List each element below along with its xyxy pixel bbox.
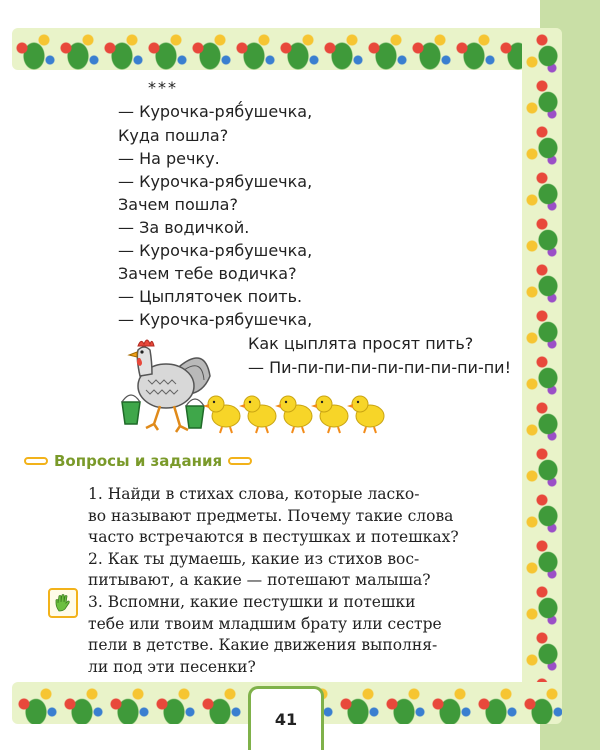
poem-line: Куда пошла? xyxy=(118,126,229,145)
question-line: часто встречаются в пестушках и потешках? xyxy=(88,528,459,547)
hand-activity-badge xyxy=(48,588,78,618)
heading-ornament-left xyxy=(24,457,48,465)
question-line: 3. Вспомни, какие пестушки и потешки xyxy=(88,592,416,611)
poem-line: Зачем пошла? xyxy=(118,195,238,214)
chick-line: — Пи-пи-пи-пи-пи-пи-пи-пи-пи! xyxy=(248,358,511,377)
poem-line: — Курочка-рябушечка, xyxy=(118,310,313,329)
question-line: тебе или твоим младшим брату или сестре xyxy=(88,614,442,633)
poem-line: — Цыпляточек поить. xyxy=(118,287,303,306)
question-line: питывают, а какие — потешают малыша? xyxy=(88,571,431,590)
poem-line: — На речку. xyxy=(118,149,220,168)
question-line: во называют предметы. Почему такие слова xyxy=(88,506,454,525)
poem-line: — Курочка-ряб́ушечка, xyxy=(118,102,313,121)
chick xyxy=(347,396,384,433)
ornament-border-right xyxy=(522,28,562,718)
section-title: Вопросы и задания xyxy=(54,452,223,470)
ornament-border-top xyxy=(12,28,562,70)
questions-block xyxy=(88,484,516,678)
question-line: пели в детстве. Какие движения выполня- xyxy=(88,636,438,655)
poem-line: Зачем тебе водичка? xyxy=(118,264,297,283)
poem-line: — За водичкой. xyxy=(118,218,250,237)
chick xyxy=(239,396,276,433)
question-line: 1. Найди в стихах слова, которые ласко- xyxy=(88,485,420,503)
section-heading xyxy=(24,452,252,470)
question-line: ли под эти песенки? xyxy=(88,657,256,676)
poem-stars: *** xyxy=(148,78,178,97)
poem-line: — Курочка-рябушечка, xyxy=(118,172,313,191)
heading-ornament-right xyxy=(228,457,252,465)
chick-line: Как цыплята просят пить? xyxy=(248,334,474,353)
chick xyxy=(311,396,348,433)
poem-line: — Курочка-рябушечка, xyxy=(118,241,313,260)
page-number: 41 xyxy=(248,686,324,750)
chick xyxy=(275,396,312,433)
chick xyxy=(204,396,240,433)
chicks-illustration xyxy=(204,388,394,434)
hand-icon xyxy=(53,593,73,613)
question-line: 2. Как ты думаешь, какие из стихов вос- xyxy=(88,549,420,568)
